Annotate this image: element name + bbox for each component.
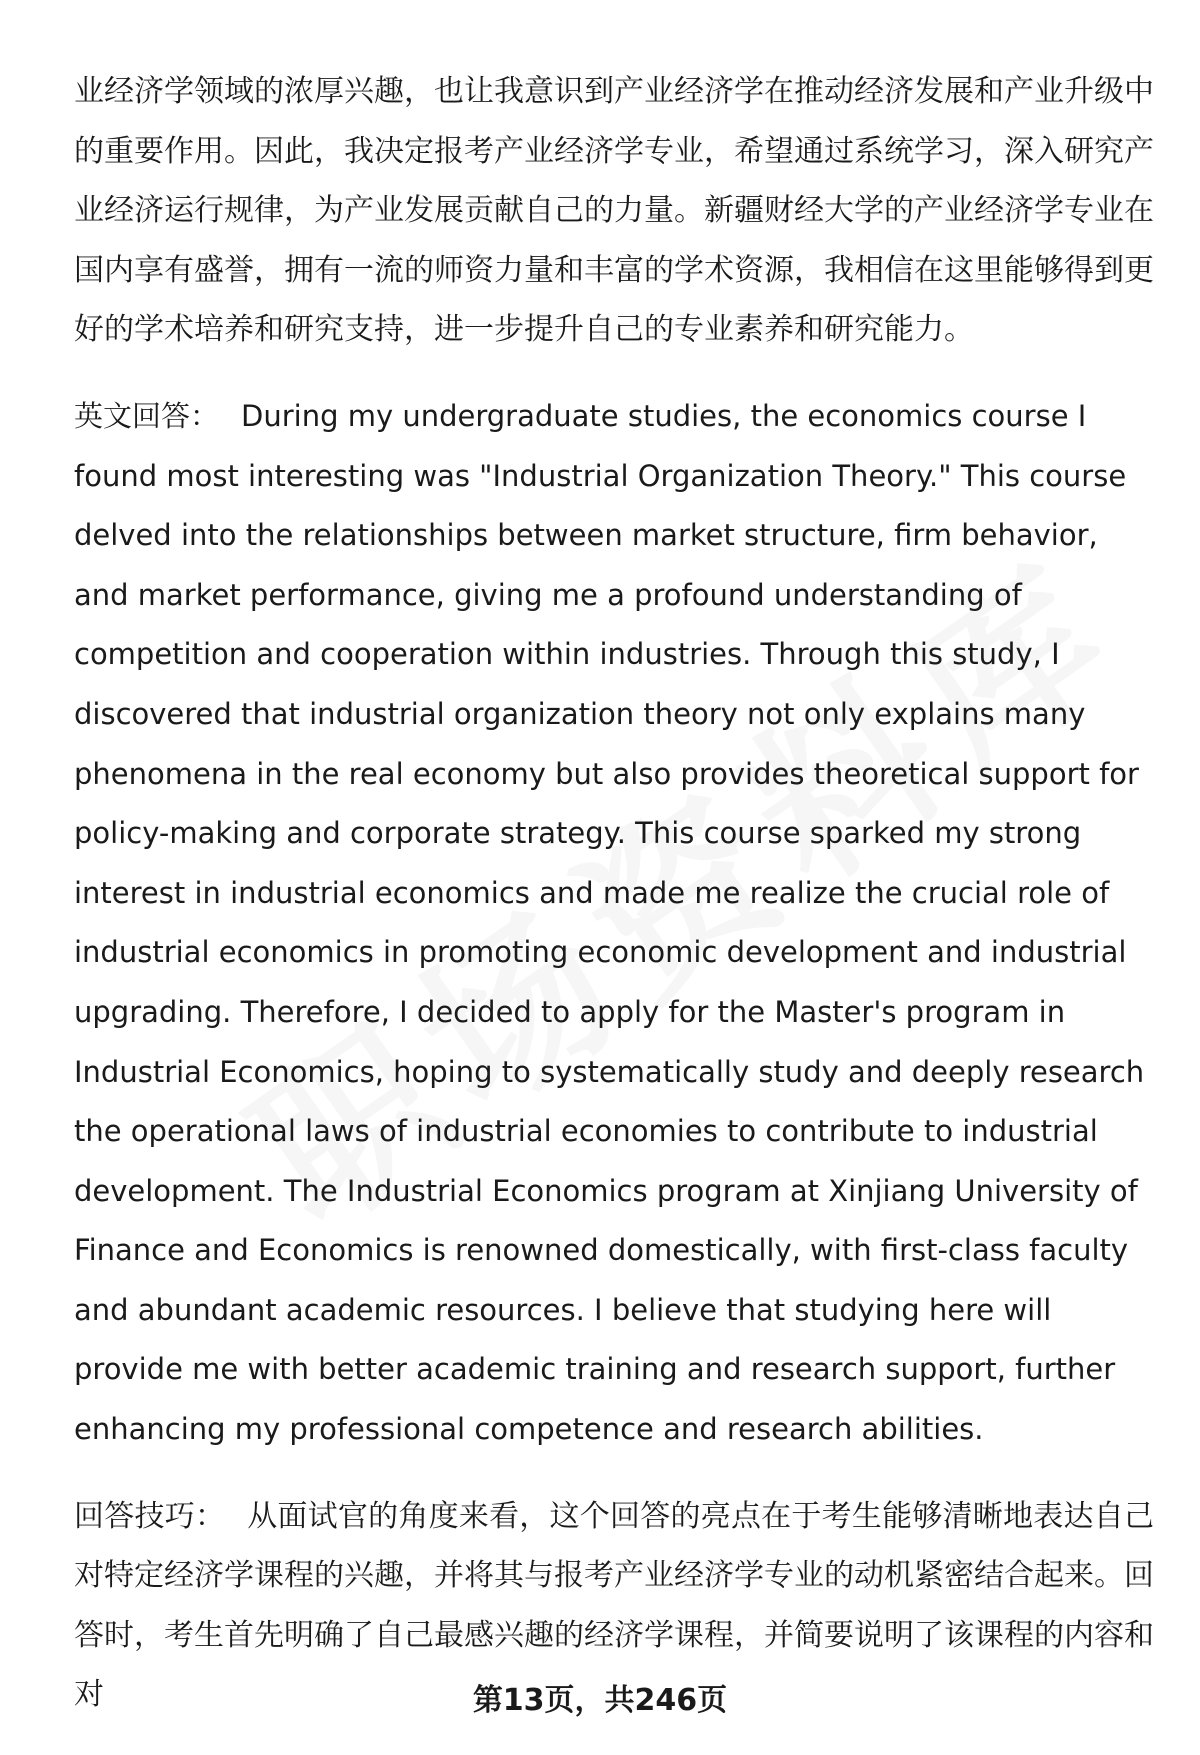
paragraph-label: 英文回答： <box>74 398 220 433</box>
paragraph-text: During my undergraduate studies, the economics course I found most interesting was "Industrial Organization Theory." This course delved into the relationships between market structure, firm behavior, and market performance, giving me a profound understanding of competition and cooperation within industries. Through this study, I discovered that industrial organization theory not only explains many phenomena in the real economy but also provides theoretical support for policy-making and corporate strategy. This course sparked my strong interest in industrial economics and made me realize the crucial role of industrial economics in promoting economic development and industrial upgrading. Therefore, I decided to apply for the Master's program in Industrial Economics, hoping to systematically study and deeply research the operational laws of industrial economies to contribute to industrial development. The Industrial Economics program at Xinjiang University of Finance and Economics is renowned domestically, with first-class faculty and abundant academic resources. I believe that studying here will provide me with better academic training and research support, further enhancing my professional competence and research abilities. <box>74 398 1145 1447</box>
paragraph-english-answer <box>74 387 1154 1460</box>
paragraph-text: 从面试官的角度来看，这个回答的亮点在于考生能够清晰地表达自己对特定经济学课程的兴趣，并将其与报考产业经济学专业的动机紧密结合起来。回答时，考生首先明确了自己最感兴趣的经济学课程，并简要说明了该课程的内容和对 <box>74 1498 1155 1713</box>
paragraph-text: 业经济学领域的浓厚兴趣，也让我意识到产业经济学在推动经济发展和产业升级中的重要作用。因此，我决定报考产业经济学专业，希望通过系统学习，深入研究产业经济运行规律，为产业发展贡献自己的力量。新疆财经大学的产业经济学专业在国内享有盛誉，拥有一流的师资力量和丰富的学术资源，我相信在这里能够得到更好的学术培养和研究支持，进一步提升自己的专业素养和研究能力。 <box>74 74 1154 348</box>
page-number-footer: 第13页，共246页 <box>472 1683 728 1718</box>
paragraph-chinese-continuation <box>74 62 1154 360</box>
paragraph-label: 回答技巧： <box>74 1498 226 1534</box>
document-body <box>74 62 1154 1752</box>
